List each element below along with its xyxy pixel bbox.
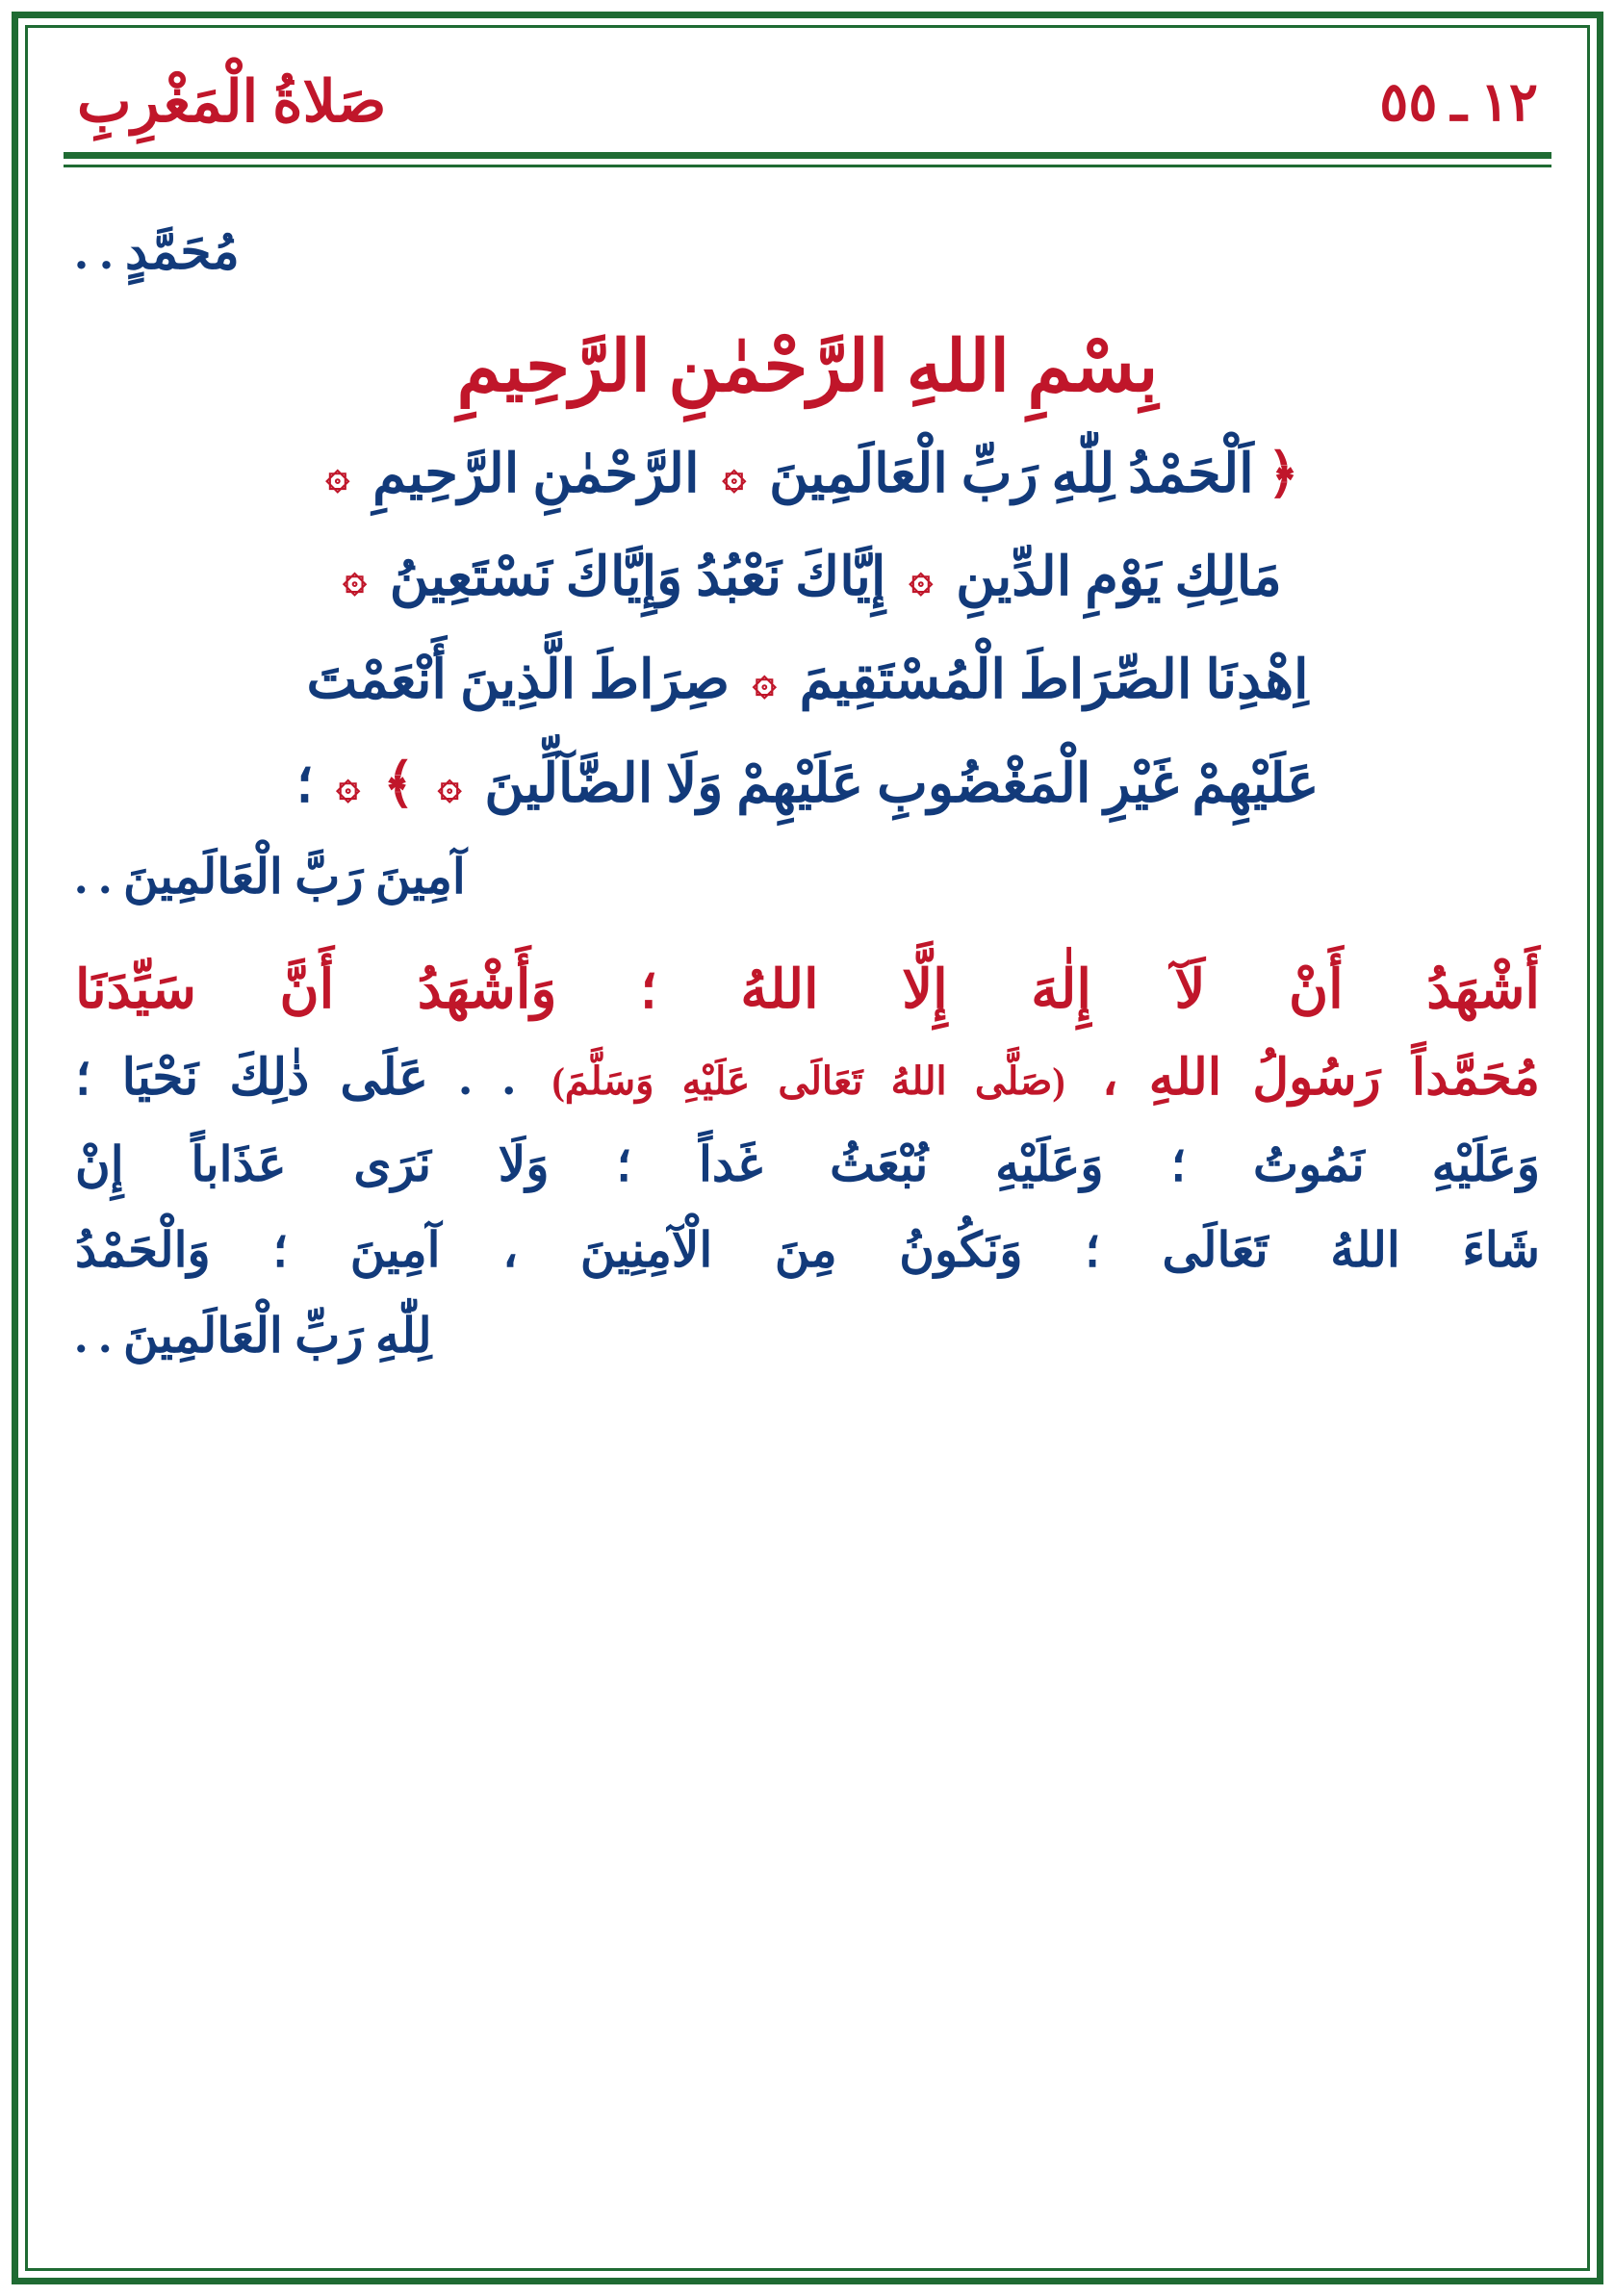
ayah-separator-icon: ۞: [753, 659, 777, 704]
fatiha-line-3: [75, 642, 1540, 720]
ayah-separator-icon: ۞: [909, 556, 934, 601]
divider-thick-line: [64, 152, 1551, 159]
ayah-separator-icon: ۞: [325, 453, 350, 497]
ayah-separator-icon: ۞: [343, 556, 367, 601]
ayah-separator-icon: ۞: [437, 762, 462, 807]
fatiha-verse-2: الرَّحْمٰنِ الرَّحِيمِ: [372, 445, 700, 504]
shahada-line-2: [75, 1038, 1540, 1118]
page-body: [50, 167, 1565, 1377]
ayah-separator-icon: ۞: [722, 453, 747, 497]
basmala-text: بِسْمِ اللهِ الرَّحْمٰنِ الرَّحِيمِ: [456, 328, 1159, 407]
shahada-muhammad-rasulullah: مُحَمَّداً رَسُولُ اللهِ ،: [1101, 1050, 1541, 1106]
fatiha-line-4: [75, 746, 1540, 824]
fatiha-verse-6: صِرَاطَ الَّذِينَ أَنْعَمْتَ: [306, 651, 731, 711]
line-end-semicolon: ؛: [295, 753, 314, 814]
fatiha-verse-4: إِيَّاكَ نَعْبُدُ وَإِيَّاكَ نَسْتَعِينُ: [389, 548, 886, 608]
shahada-continuation: . . عَلَى ذٰلِكَ نَحْيَا ؛: [75, 1050, 516, 1106]
continuation-word: مُحَمَّدٍ . .: [75, 225, 240, 280]
ayah-open-bracket-icon: ﴿: [1267, 445, 1299, 504]
fatiha-line-1: [75, 436, 1540, 514]
ayah-separator-icon: ۞: [336, 762, 360, 807]
page-number: ١٢ ـ ٥٥: [1379, 73, 1538, 133]
ayah-close-bracket-icon: ﴾: [383, 753, 415, 814]
page-title: صَلاةُ الْمَغْرِبِ: [77, 70, 387, 134]
fatiha-verse-7: عَلَيْهِمْ غَيْرِ الْمَغْضُوبِ عَلَيْهِمْ وَلَا الضَّآلِّينَ: [484, 753, 1320, 814]
page-content: [50, 46, 1565, 2250]
page-header: [50, 46, 1565, 137]
dua-line-2: شَاءَ اللهُ تَعَالَى ؛ وَنَكُونُ مِنَ الْآمِنِينَ ، آمِينَ ؛ وَالْحَمْدُ: [75, 1222, 1540, 1277]
dua-line-3: لِلّٰهِ رَبِّ الْعَالَمِينَ . .: [75, 1308, 432, 1363]
header-divider: [64, 152, 1551, 167]
dua-line-1: وَعَلَيْهِ نَمُوتُ ؛ وَعَلَيْهِ نُبْعَثُ غَداً ؛ وَلَا نَرَى عَذَاباً إِنْ: [75, 1136, 1540, 1191]
fatiha-verse-5: اِهْدِنَا الصِّرَاطَ الْمُسْتَقِيمَ: [799, 651, 1309, 711]
fatiha-verse-3: مَالِكِ يَوْمِ الدِّينِ: [956, 548, 1282, 608]
salawat-icon: (صَلَّى اللهُ تَعَالَى عَلَيْهِ وَسَلَّمَ): [551, 1059, 1065, 1103]
shahada-line-1: أَشْهَدُ أَنْ لَآ إِلٰهَ إِلَّا اللهُ ؛ وَأَشْهَدُ أَنَّ سَيِّدَنَا: [75, 959, 1540, 1020]
fatiha-line-2: [75, 539, 1540, 617]
fatiha-verse-1: اَلْحَمْدُ لِلّٰهِ رَبِّ الْعَالَمِينَ: [769, 445, 1254, 504]
amin-line: آمِينَ رَبَّ الْعَالَمِينَ . .: [75, 849, 466, 904]
